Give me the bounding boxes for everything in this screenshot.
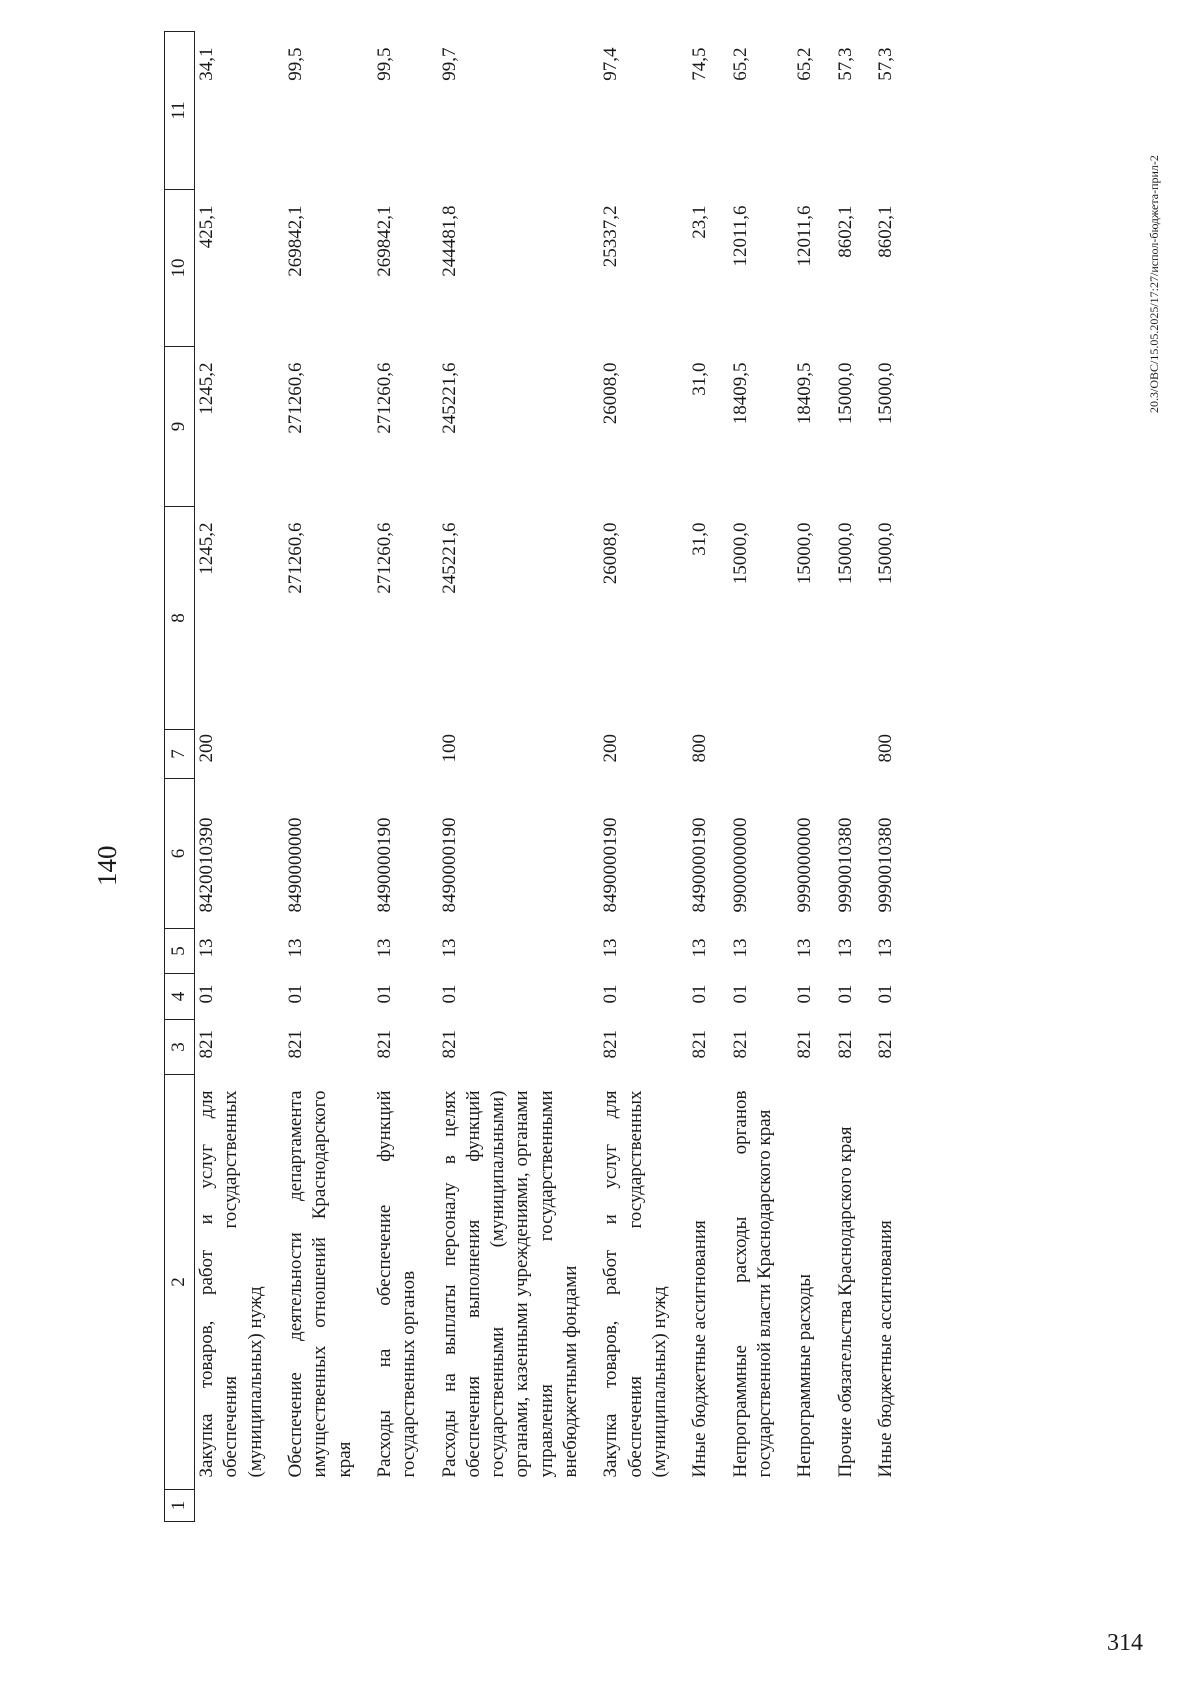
- row-c10: 8602,1: [834, 205, 856, 258]
- row-c11: 99,7: [438, 47, 460, 81]
- row-name: Прочие обязательства Краснодарского края: [834, 1126, 856, 1478]
- row-name: Расходы на выплаты персоналу в целях обеспечения выполнения функций государственными (муниципальными) органами, казенными учреждениями, органами управления государственными внебюджетными фондами: [438, 1090, 582, 1478]
- table-row: [793, 32, 833, 1522]
- row-c9: 15000,0: [874, 362, 896, 425]
- table-row: [599, 32, 688, 1522]
- row-c6: 9990010380: [834, 817, 856, 913]
- row-c9: 18409,5: [729, 362, 751, 425]
- row-c7: [373, 730, 438, 779]
- row-c6: 8490000190: [438, 817, 460, 913]
- row-c3: 821: [874, 1030, 896, 1059]
- row-blank-cell: [793, 1490, 833, 1522]
- header-row: [165, 32, 195, 1522]
- row-c6: 8420010390: [196, 817, 217, 913]
- row-c8: 271260,6: [284, 522, 306, 594]
- row-c7: 800: [689, 734, 711, 763]
- row-c3: 821: [689, 1030, 711, 1059]
- row-c7: [729, 730, 794, 779]
- row-c8: 1245,2: [196, 522, 217, 575]
- row-c4: 01: [689, 984, 711, 1004]
- row-c9: 271260,6: [373, 362, 395, 434]
- row-c6: 9900000000: [729, 817, 751, 913]
- column-header-5: 5: [165, 929, 195, 974]
- column-header-10: 10: [165, 190, 195, 347]
- row-c9: 271260,6: [284, 362, 306, 434]
- column-header-4: 4: [165, 974, 195, 1020]
- row-c8: 26008,0: [600, 522, 622, 585]
- column-header-8: 8: [165, 507, 195, 730]
- row-c3: 821: [373, 1030, 395, 1059]
- row-c9: 1245,2: [196, 362, 217, 415]
- row-c5: 13: [196, 938, 217, 958]
- footer-stamp: 20.3/OBC/15.05.2025/17:27/испол-бюджета-прил-2: [1147, 155, 1161, 413]
- row-c4: 01: [794, 984, 816, 1004]
- row-c5: 13: [834, 938, 856, 958]
- row-c7: 800: [874, 734, 896, 763]
- row-c10: 12011,6: [794, 205, 816, 267]
- row-c7: 200: [600, 734, 622, 763]
- row-c3: 821: [600, 1030, 622, 1059]
- row-c6: 9990010380: [874, 817, 896, 913]
- row-c4: 01: [373, 984, 395, 1004]
- row-c8: 15000,0: [794, 522, 816, 585]
- row-c4: 01: [600, 984, 622, 1004]
- row-c3: 821: [196, 1030, 217, 1059]
- row-blank-cell: [195, 1490, 284, 1522]
- row-c10: 244481,8: [438, 205, 460, 277]
- row-c4: 01: [729, 984, 751, 1004]
- page-number: 140: [92, 845, 122, 886]
- row-c10: 269842,1: [373, 205, 395, 277]
- row-c10: 12011,6: [729, 205, 751, 267]
- row-c9: 18409,5: [794, 362, 816, 425]
- table-row: [874, 32, 914, 1522]
- column-header-3: 3: [165, 1020, 195, 1075]
- row-name: Непрограммные расходы органов государственной власти Краснодарского края: [729, 1090, 775, 1478]
- table-row: [284, 32, 373, 1522]
- table-row: [195, 32, 284, 1522]
- row-blank-cell: [729, 1490, 794, 1522]
- row-name: Непрограммные расходы: [794, 1274, 816, 1478]
- row-c9: 31,0: [689, 362, 711, 396]
- row-c7: [284, 730, 373, 779]
- table-row: [688, 32, 728, 1522]
- row-blank-cell: [688, 1490, 728, 1522]
- table-row: [729, 32, 794, 1522]
- row-c4: 01: [284, 984, 306, 1004]
- row-c3: 821: [284, 1030, 306, 1059]
- row-c5: 13: [729, 938, 751, 958]
- budget-table: [164, 31, 914, 1522]
- row-c11: 99,5: [284, 47, 306, 81]
- table-row: [373, 32, 438, 1522]
- row-c5: 13: [600, 938, 622, 958]
- row-blank-cell: [438, 1490, 600, 1522]
- row-c4: 01: [834, 984, 856, 1004]
- row-c6: 8490000190: [689, 817, 711, 913]
- row-c10: 8602,1: [874, 205, 896, 258]
- column-header-7: 7: [165, 730, 195, 779]
- table-row: [438, 32, 600, 1522]
- row-c6: 8490000190: [600, 817, 622, 913]
- row-c3: 821: [794, 1030, 816, 1059]
- row-c11: 57,3: [874, 47, 896, 81]
- column-header-1: 1: [165, 1490, 195, 1522]
- row-c9: 245221,6: [438, 362, 460, 434]
- row-name: Расходы на обеспечение функций государственных органов: [373, 1090, 420, 1478]
- row-name: Обеспечение деятельности департамента имущественных отношений Краснодарского края: [284, 1090, 355, 1478]
- row-c9: 26008,0: [600, 362, 622, 425]
- row-c5: 13: [794, 938, 816, 958]
- row-c7: 100: [438, 734, 460, 763]
- column-header-2: 2: [165, 1075, 195, 1490]
- row-c11: 34,1: [196, 47, 217, 81]
- row-c3: 821: [729, 1030, 751, 1059]
- row-c10: 23,1: [689, 205, 711, 239]
- row-name: Иные бюджетные ассигнования: [874, 1220, 896, 1478]
- row-c3: 821: [438, 1030, 460, 1059]
- row-c8: 15000,0: [729, 522, 751, 585]
- row-c5: 13: [284, 938, 306, 958]
- row-c11: 57,3: [834, 47, 856, 81]
- row-c11: 65,2: [729, 47, 751, 81]
- row-c8: 31,0: [689, 522, 711, 556]
- row-c10: 25337,2: [600, 205, 622, 268]
- row-c5: 13: [438, 938, 460, 958]
- row-c7: [834, 730, 874, 779]
- row-c5: 13: [373, 938, 395, 958]
- row-name: Закупка товаров, работ и услуг для обеспечения государственных (муниципальных) нужд: [600, 1090, 670, 1478]
- row-blank-cell: [284, 1490, 373, 1522]
- row-c8: 15000,0: [834, 522, 856, 585]
- table-row: [834, 32, 874, 1522]
- column-header-9: 9: [165, 347, 195, 507]
- column-header-6: 6: [165, 779, 195, 929]
- row-blank-cell: [874, 1490, 914, 1522]
- row-c4: 01: [438, 984, 460, 1004]
- row-c8: 245221,6: [438, 522, 460, 594]
- row-c6: 8490000000: [284, 817, 306, 913]
- row-c5: 13: [689, 938, 711, 958]
- row-c4: 01: [196, 984, 217, 1004]
- row-c11: 97,4: [600, 47, 622, 81]
- row-c5: 13: [874, 938, 896, 958]
- row-blank-cell: [599, 1490, 688, 1522]
- row-c8: 15000,0: [874, 522, 896, 585]
- row-c6: 9990000000: [794, 817, 816, 913]
- row-name: Закупка товаров, работ и услуг для обеспечения государственных (муниципальных) нужд: [196, 1090, 266, 1478]
- row-c6: 8490000190: [373, 817, 395, 913]
- row-c3: 821: [834, 1030, 856, 1059]
- row-blank-cell: [373, 1490, 438, 1522]
- row-c8: 271260,6: [373, 522, 395, 594]
- row-name: Иные бюджетные ассигнования: [689, 1220, 711, 1478]
- row-c9: 15000,0: [834, 362, 856, 425]
- row-c11: 74,5: [689, 47, 711, 81]
- row-c10: 269842,1: [284, 205, 306, 277]
- row-c4: 01: [874, 984, 896, 1004]
- row-c7: 200: [196, 734, 217, 763]
- row-c10: 425,1: [196, 205, 217, 249]
- column-header-11: 11: [165, 32, 195, 190]
- sheet-number: 314: [1107, 1630, 1143, 1656]
- row-c11: 99,5: [373, 47, 395, 81]
- row-c7: [793, 730, 833, 779]
- row-blank-cell: [834, 1490, 874, 1522]
- row-c11: 65,2: [794, 47, 816, 81]
